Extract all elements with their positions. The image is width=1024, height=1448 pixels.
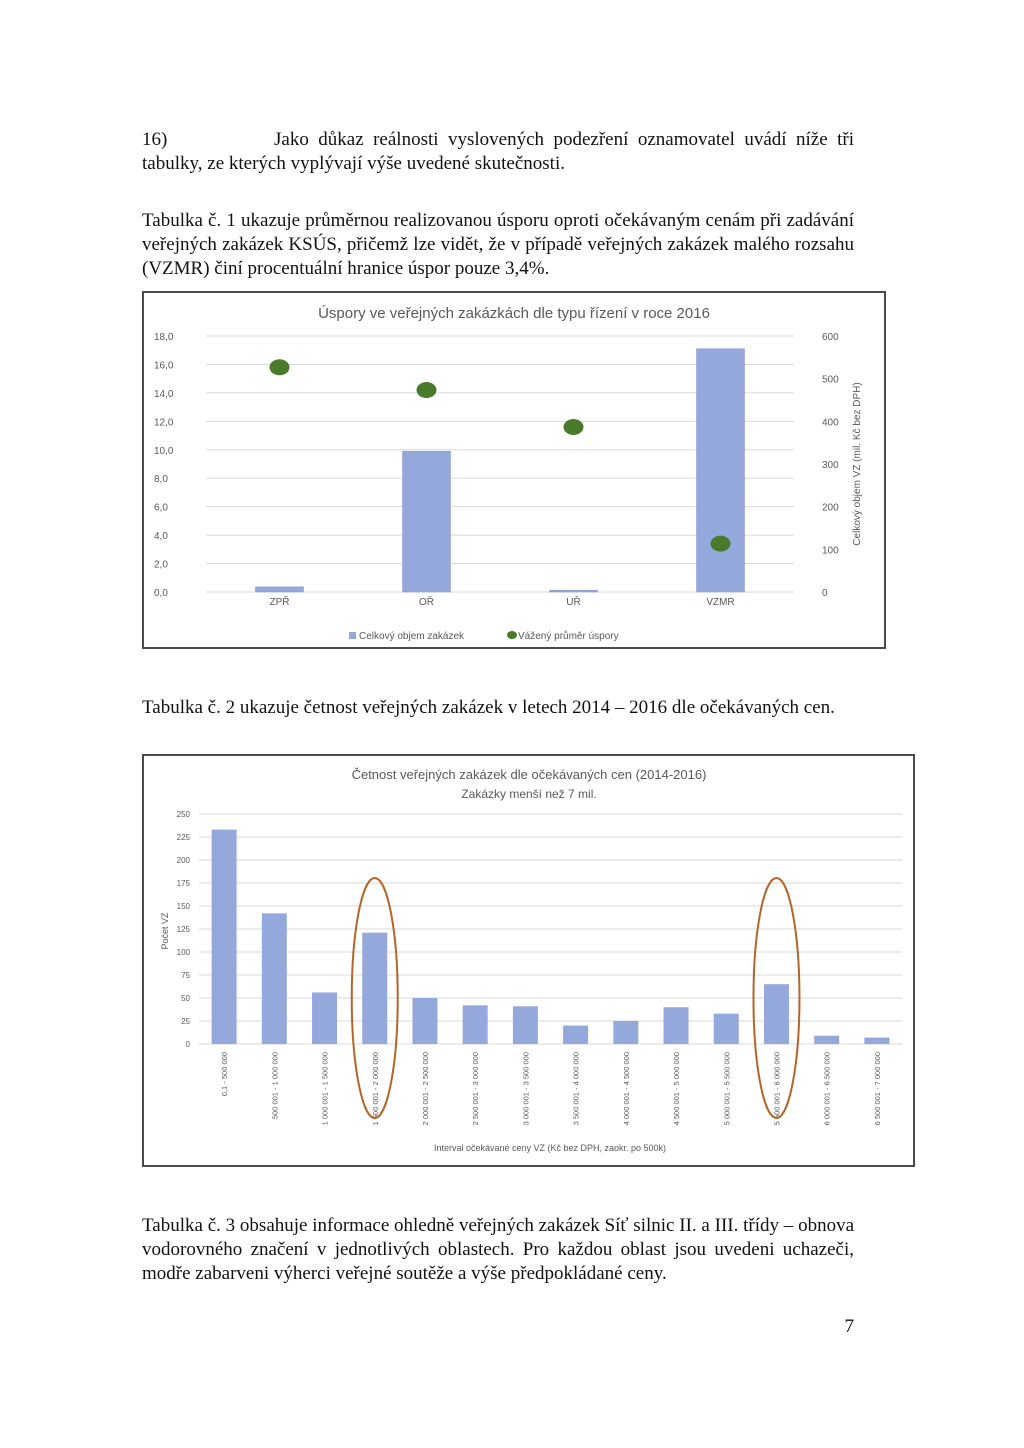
- chart2-bar: [864, 1038, 889, 1044]
- chart1-left-tick: 8,0: [154, 474, 168, 486]
- chart2-y-tick: 250: [176, 810, 190, 819]
- chart1-left-tick: 4,0: [154, 531, 168, 543]
- chart2-bar: [563, 1026, 588, 1044]
- chart2-svg: [144, 756, 913, 1165]
- chart1-bar: [697, 349, 745, 592]
- paragraph-16: [142, 128, 854, 176]
- page-number: 7: [844, 1316, 854, 1337]
- chart2-y-tick: 100: [176, 948, 190, 957]
- chart2-y-tick: 125: [176, 925, 190, 934]
- chart2-bar: [613, 1021, 638, 1044]
- chart1-legend-label-dot: Vážený průměr úspory: [518, 631, 619, 642]
- chart2-bar: [412, 998, 437, 1044]
- chart2-category-label: 6 000 001 - 6 500 000: [822, 1052, 832, 1126]
- chart2-category-label: 6 500 001 - 7 000 000: [872, 1052, 882, 1126]
- chart1-right-tick: 500: [822, 374, 839, 386]
- chart2-y-tick: 150: [176, 902, 190, 911]
- chart2-y-tick: 75: [181, 971, 190, 980]
- chart2-bar: [513, 1006, 538, 1044]
- chart2-y-tick: 50: [181, 994, 190, 1003]
- chart1-category-label: UŘ: [566, 597, 581, 608]
- chart-frequency-by-price: [142, 754, 915, 1167]
- chart2-category-label: 2 500 001 - 3 000 000: [471, 1052, 481, 1126]
- chart2-bar: [262, 913, 287, 1044]
- chart2-y-tick: 25: [181, 1017, 190, 1026]
- chart1-legend-swatch-dot: [507, 631, 517, 639]
- chart1-bar: [256, 587, 304, 592]
- chart1-left-tick: 16,0: [154, 360, 174, 372]
- chart1-left-tick: 12,0: [154, 417, 174, 429]
- paragraph-number: 16): [142, 129, 168, 150]
- chart1-left-tick: 6,0: [154, 502, 168, 514]
- chart1-left-tick: 2,0: [154, 559, 168, 571]
- chart2-category-label: 500 001 - 1 000 000: [270, 1052, 280, 1120]
- chart1-category-label: VZMR: [706, 597, 735, 608]
- chart2-category-label: 4 500 001 - 5 000 000: [672, 1052, 682, 1126]
- chart1-category-label: ZPŘ: [269, 597, 290, 608]
- table1-description: Tabulka č. 1 ukazuje průměrnou realizovanou úsporu oproti očekávaným cenám při zadávání veřejných zakázek KSÚS, přičemž lze vidět, že v případě veřejných zakázek malého rozsahu (VZMR) činí procentuální hranice úspor pouze 3,4%.: [142, 210, 854, 279]
- table3-description: Tabulka č. 3 obsahuje informace ohledně veřejných zakázek Síť silnic II. a III. třídy – obnova vodorovného značení v jednotlivých oblastech. Pro každou oblast jsou uvedeni uchazeči, modře zabarveni výherci veřejné soutěže a výše předpokládané ceny.: [142, 1215, 854, 1284]
- chart2-bar: [312, 992, 337, 1044]
- chart1-left-tick: 14,0: [154, 388, 174, 400]
- chart1-right-tick: 300: [822, 460, 839, 471]
- chart1-right-axis-label: Celkový objem VZ (mil. Kč bez DPH): [852, 382, 863, 546]
- chart2-title: Četnost veřejných zakázek dle očekávaných cen (2014-2016): [351, 767, 707, 782]
- chart2-bar: [212, 830, 237, 1044]
- chart2-y-tick: 0: [185, 1040, 190, 1049]
- chart2-category-label: 3 000 001 - 3 500 000: [521, 1052, 531, 1126]
- chart2-bar: [714, 1014, 739, 1044]
- chart2-x-axis-label: Interval očekávané ceny VZ (Kč bez DPH, zaokr. po 500k): [433, 1143, 667, 1153]
- chart2-category-label: 0,1 - 500 000: [220, 1052, 230, 1097]
- table2-description: Tabulka č. 2 ukazuje četnost veřejných zakázek v letech 2014 – 2016 dle očekávaných cen.: [142, 697, 835, 718]
- chart1-point: [711, 536, 731, 552]
- chart2-y-axis-label: Počet VZ: [160, 912, 170, 950]
- chart2-category-label: 5 500 001 - 6 000 000: [772, 1052, 782, 1126]
- chart1-point: [270, 359, 290, 375]
- chart2-category-label: 4 000 001 - 4 500 000: [621, 1052, 631, 1126]
- chart1-category-label: OŘ: [419, 597, 434, 608]
- chart2-bar: [764, 984, 789, 1044]
- chart1-legend-swatch-bar: [349, 632, 356, 639]
- chart1-title: Úspory ve veřejných zakázkách dle typu řízení v roce 2016: [318, 305, 710, 322]
- chart2-bar: [463, 1005, 488, 1044]
- paragraph-16-text: Jako důkaz reálnosti vyslovených podezření oznamovatel uvádí níže tři tabulky, ze kterých vyplývají výše uvedené skutečnosti.: [142, 129, 854, 174]
- chart1-right-tick: 400: [822, 417, 839, 429]
- chart2-bar: [814, 1036, 839, 1044]
- chart1-bar: [550, 590, 598, 592]
- chart1-point: [564, 419, 584, 435]
- chart1-right-tick: 0: [822, 588, 828, 599]
- chart2-category-label: 3 500 001 - 4 000 000: [571, 1052, 581, 1126]
- chart1-right-tick: 600: [822, 332, 839, 343]
- chart2-category-label: 2 000 001 - 2 500 000: [420, 1052, 430, 1126]
- chart1-left-tick: 10,0: [154, 445, 174, 457]
- chart2-y-tick: 175: [176, 879, 190, 888]
- chart2-category-label: 1 000 001 - 1 500 000: [320, 1052, 330, 1126]
- chart2-category-label: 1 500 001 - 2 000 000: [370, 1052, 380, 1126]
- chart1-right-tick: 100: [822, 545, 839, 557]
- chart1-svg: [144, 293, 884, 647]
- chart1-right-tick: 200: [822, 502, 839, 514]
- chart2-y-tick: 225: [176, 833, 190, 842]
- chart1-left-tick: 18,0: [154, 332, 174, 343]
- chart2-bar: [664, 1007, 689, 1044]
- chart2-category-label: 5 000 001 - 5 500 000: [722, 1052, 732, 1126]
- chart1-left-tick: 0,0: [154, 588, 168, 599]
- chart1-legend-label-bar: Celkový objem zakázek: [359, 631, 465, 642]
- chart-savings-by-procedure: [142, 291, 886, 649]
- chart2-bar: [362, 933, 387, 1044]
- chart2-subtitle: Zakázky menší než 7 mil.: [461, 787, 597, 801]
- chart1-point: [417, 382, 437, 398]
- chart2-y-tick: 200: [176, 856, 190, 865]
- chart1-bar: [403, 451, 451, 592]
